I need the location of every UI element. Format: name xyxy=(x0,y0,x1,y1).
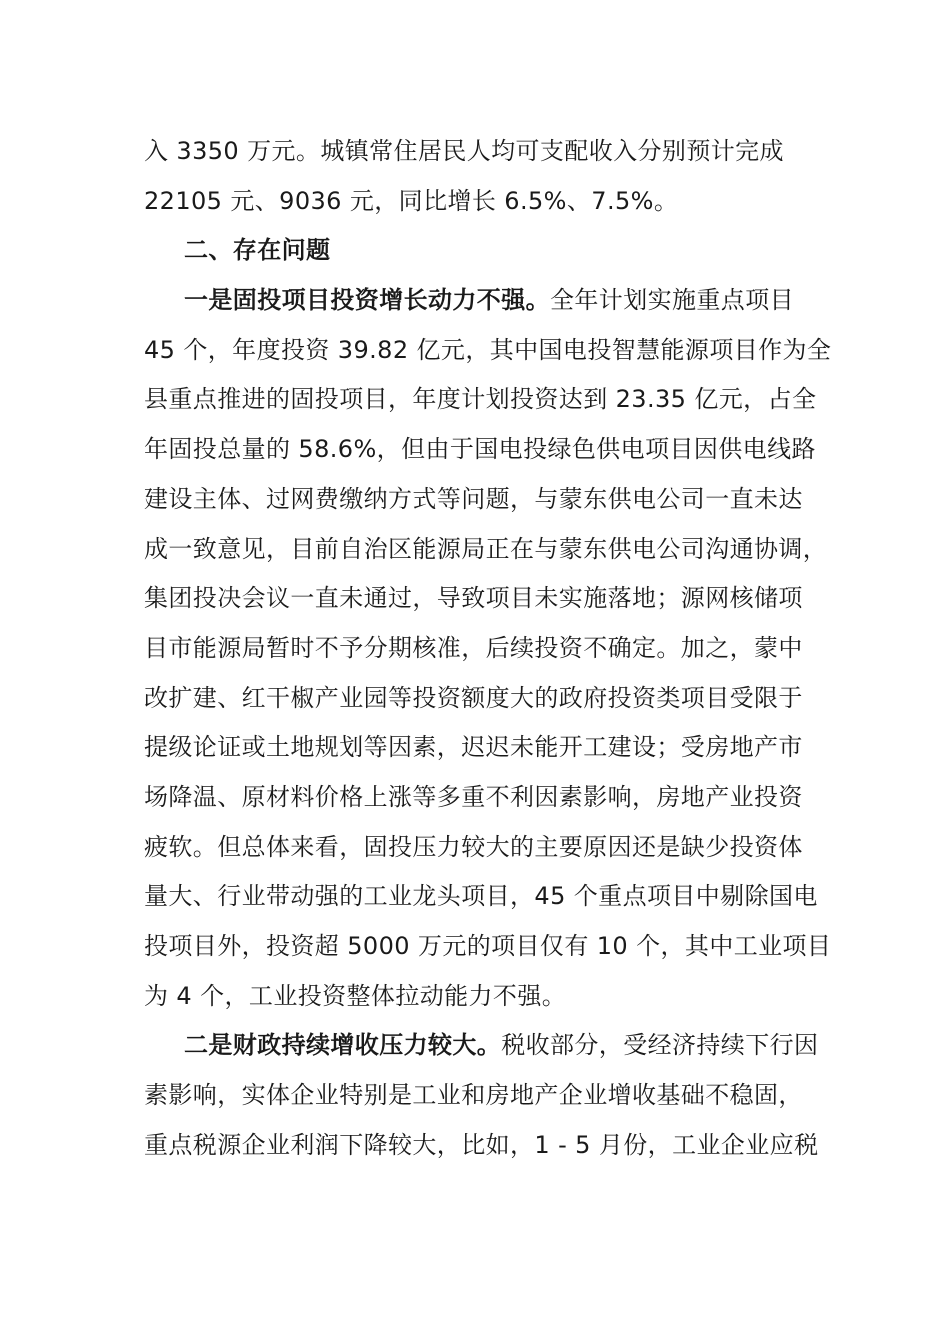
section-heading-text: 二、存在问题 xyxy=(184,236,331,265)
text-segment: 投项目外，投资超 5000 万元的项目仅有 10 个，其中工业项目 xyxy=(144,932,832,960)
text-segment: 县重点推进的固投项目，年度计划投资达到 23.35 亿元，占全 xyxy=(144,385,817,414)
text-line-1 xyxy=(144,127,806,177)
text-line-12 xyxy=(144,674,806,724)
text-line-21 xyxy=(144,1121,819,1171)
text-segment: 量大、行业带动强的工业龙头项目，45 个重点项目中剔除国电 xyxy=(144,882,818,911)
text-segment: 45 个，年度投资 39.82 亿元，其中国电投智慧能源项目作为全 xyxy=(144,335,832,364)
text-segment: 重点税源企业利润下降较大，比如，1 - 5 月份，工业企业应税 xyxy=(144,1130,819,1159)
text-segment: 入 3350 万元。城镇常住居民人均可支配收入分别预计完成 xyxy=(144,137,784,165)
section-heading xyxy=(144,226,806,276)
point-heading-1: 一是固投项目投资增长动力不强。 xyxy=(184,286,550,315)
text-segment: 目市能源局暂时不予分期核准，后续投资不确定。加之，蒙中 xyxy=(144,633,803,662)
text-segment: 提级论证或土地规划等因素，迟迟未能开工建设；受房地产市 xyxy=(144,733,803,762)
text-line-18 xyxy=(144,972,806,1022)
text-line-20 xyxy=(144,1071,806,1121)
text-segment: 22105 元、9036 元，同比增长 6.5%、7.5%。 xyxy=(144,186,679,215)
point-heading-2: 二是财政持续增收压力较大。 xyxy=(184,1031,502,1060)
text-line-7 xyxy=(144,425,816,475)
text-segment: 年固投总量的 58.6%，但由于国电投绿色供电项目因供电线路 xyxy=(144,435,816,464)
text-line-2 xyxy=(144,177,806,227)
text-line-6 xyxy=(144,375,817,425)
text-segment: 疲软。但总体来看，固投压力较大的主要原因还是缺少投资体 xyxy=(144,832,803,861)
text-segment: 场降温、原材料价格上涨等多重不利因素影响，房地产业投资 xyxy=(144,782,803,811)
text-segment: 素影响，实体企业特别是工业和房地产企业增收基础不稳固， xyxy=(144,1081,803,1110)
text-segment: 税收部分，受经济持续下行因 xyxy=(501,1031,819,1060)
text-line-10 xyxy=(144,574,806,624)
text-line-16 xyxy=(144,872,818,922)
text-segment: 成一致意见，目前自治区能源局正在与蒙东供电公司沟通协调， xyxy=(144,534,828,563)
text-segment: 改扩建、红干椒产业园等投资额度大的政府投资类项目受限于 xyxy=(144,683,803,712)
text-line-11 xyxy=(144,624,806,674)
text-line-17 xyxy=(144,922,832,972)
text-segment: 建设主体、过网费缴纳方式等问题，与蒙东供电公司一直未达 xyxy=(144,484,803,513)
text-line-4 xyxy=(144,276,806,326)
text-segment: 集团投决会议一直未通过，导致项目未实施落地；源网核储项 xyxy=(144,584,803,613)
text-segment: 全年计划实施重点项目 xyxy=(550,286,794,315)
text-segment: 为 4 个，工业投资整体拉动能力不强。 xyxy=(144,981,567,1010)
document-body xyxy=(144,127,832,1170)
text-line-13 xyxy=(144,723,806,773)
text-line-9 xyxy=(144,525,828,575)
text-line-8 xyxy=(144,475,806,525)
text-line-15 xyxy=(144,823,806,873)
text-line-14 xyxy=(144,773,806,823)
text-line-5 xyxy=(144,326,832,376)
text-line-19 xyxy=(144,1021,819,1071)
